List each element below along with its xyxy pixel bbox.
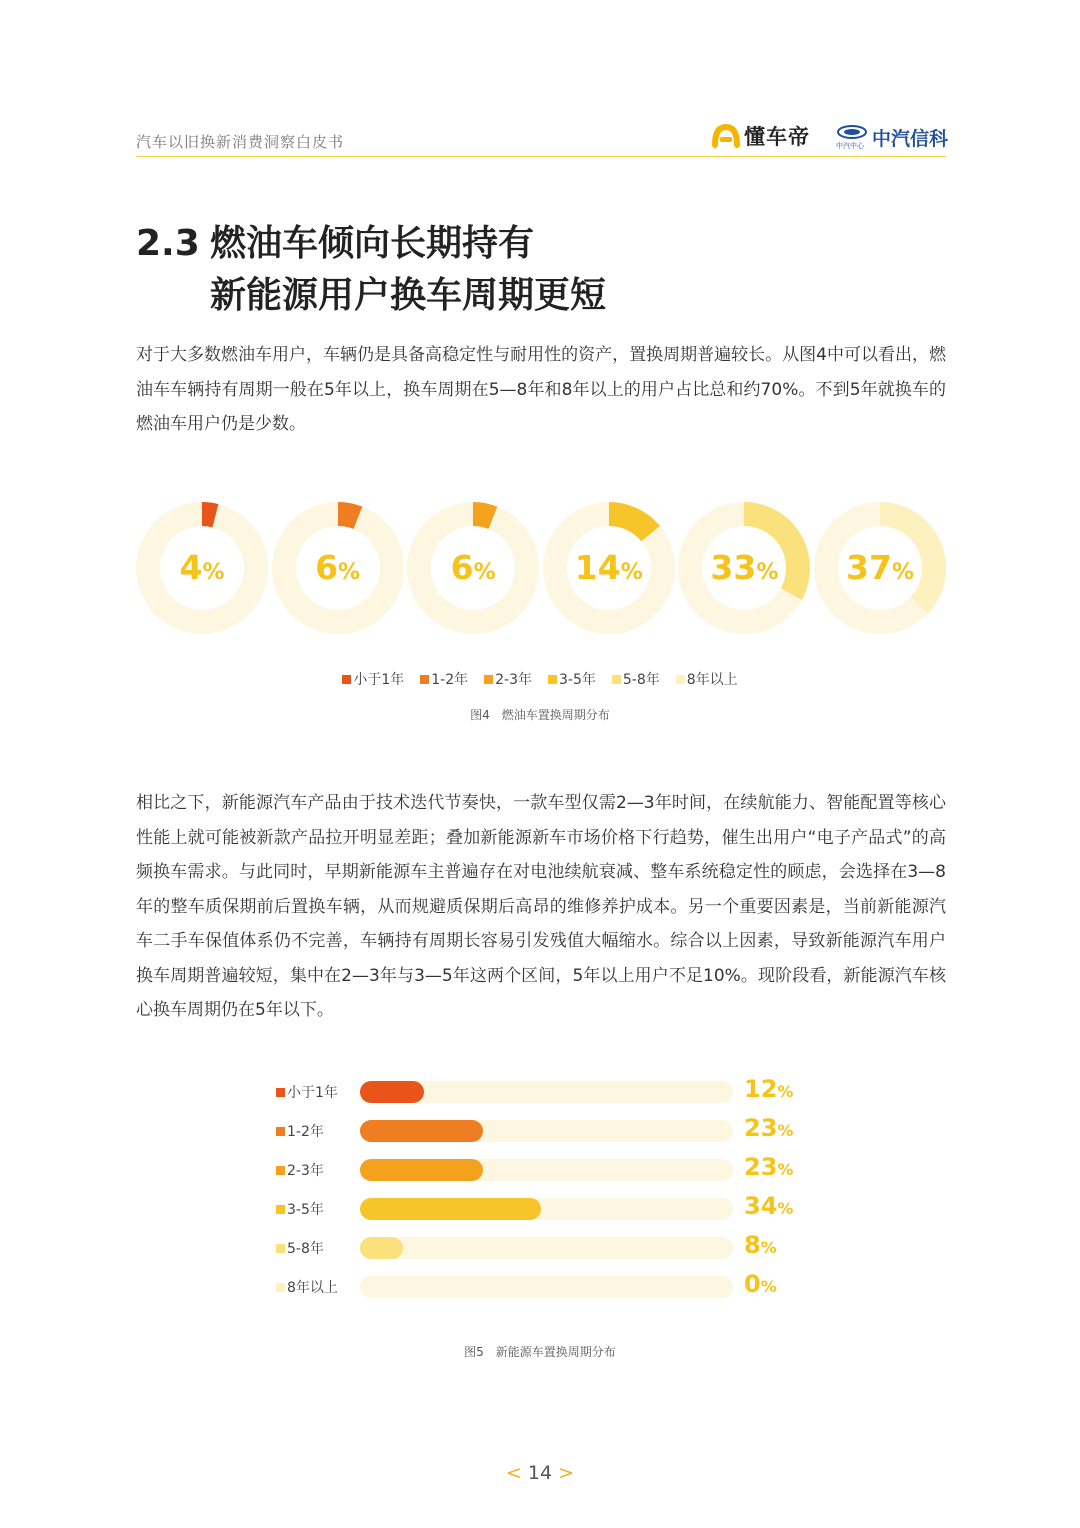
legend-swatch	[420, 675, 429, 684]
bar-fill-5-8年	[360, 1237, 403, 1259]
bar-category-text: 小于1年	[287, 1085, 338, 1101]
bar-row	[276, 1233, 816, 1263]
legend-item	[676, 669, 738, 689]
figure-4-caption: 图4 燃油车置换周期分布	[470, 708, 610, 722]
bar-legend-swatch	[276, 1283, 285, 1292]
bar-value-label: 0%	[744, 1270, 777, 1298]
dongchedi-logo-icon	[712, 123, 740, 149]
legend-swatch	[484, 675, 493, 684]
bar-legend-swatch	[276, 1127, 285, 1136]
bar-category-text: 3-5年	[287, 1202, 324, 1218]
bar-value-label: 23%	[744, 1153, 794, 1181]
page-number	[0, 1462, 1080, 1484]
legend-item	[420, 669, 468, 689]
section-title	[136, 218, 606, 322]
section-number: 2.3	[136, 223, 200, 264]
catarc-logo	[836, 122, 948, 152]
donut-value-label: 4%	[179, 548, 225, 587]
donut-value-label: 6%	[315, 548, 361, 587]
fuel-car-donut-chart	[136, 502, 946, 634]
legend-item	[342, 669, 404, 689]
donut-2	[272, 502, 404, 634]
bar-track	[360, 1237, 733, 1259]
section-title-line2: 新能源用户换车周期更短	[210, 275, 607, 316]
bar-category-label	[276, 1238, 324, 1258]
catarc-logo-icon	[836, 124, 868, 150]
bar-value-label: 23%	[744, 1114, 794, 1142]
bar-value-label: 8%	[744, 1231, 777, 1259]
legend-swatch	[342, 675, 351, 684]
next-page-chevron-icon: >	[558, 1462, 575, 1484]
donut-1	[136, 502, 268, 634]
donut-4	[543, 502, 675, 634]
header-title: 汽车以旧换新消费洞察白皮书	[136, 133, 345, 151]
bar-legend-swatch	[276, 1205, 285, 1214]
figure-5-caption: 图5 新能源车置换周期分布	[464, 1345, 616, 1359]
legend-swatch	[548, 675, 557, 684]
bar-row	[276, 1272, 816, 1302]
legend-label: 2-3年	[495, 672, 532, 688]
bar-category-text: 1-2年	[287, 1124, 324, 1140]
donut-5	[678, 502, 810, 634]
bar-value-label: 34%	[744, 1192, 794, 1220]
bar-category-label	[276, 1277, 338, 1297]
bar-legend-swatch	[276, 1166, 285, 1175]
bar-row	[276, 1077, 816, 1107]
legend-label: 3-5年	[559, 672, 596, 688]
header-divider	[136, 156, 946, 157]
donut-3	[407, 502, 539, 634]
catarc-logo-text: 中汽信科	[872, 127, 949, 150]
body-paragraph-1: 对于大多数燃油车用户，车辆仍是具备高稳定性与耐用性的资产，置换周期普遍较长。从图4中可以看出，燃油车车辆持有周期一般在5年以上，换车周期在5—8年和8年以上的用户占比总和约70%。不到5年就换车的燃油车用户仍是少数。	[136, 345, 946, 434]
legend-item	[548, 669, 596, 689]
fuel-car-chart-legend	[0, 669, 1080, 689]
legend-swatch	[612, 675, 621, 684]
donut-6	[814, 502, 946, 634]
legend-item	[484, 669, 532, 689]
donut-value-label: 6%	[450, 548, 496, 587]
bar-row	[276, 1155, 816, 1185]
section-title-line1: 燃油车倾向长期持有	[210, 223, 535, 264]
body-paragraph-2: 相比之下，新能源汽车产品由于技术迭代节奏快，一款车型仅需2—3年时间，在续航能力、智能配置等核心性能上就可能被新款产品拉开明显差距；叠加新能源新车市场价格下行趋势，催生出用户“电子产品式”的高频换车需求。与此同时，早期新能源车主普遍存在对电池续航衰减、整车系统稳定性的顾虑，会选择在3—8年的整车质保期前后置换车辆，从而规避质保期后高昂的维修养护成本。另一个重要因素是，当前新能源汽车二手车保值体系仍不完善，车辆持有周期长容易引发残值大幅缩水。综合以上因素，导致新能源汽车用户换车周期普遍较短，集中在2—3年与3—5年这两个区间，5年以上用户不足10%。现阶段看，新能源汽车核心换车周期仍在5年以下。	[136, 793, 946, 1020]
page-number-value: 14	[527, 1462, 553, 1484]
bar-category-text: 5-8年	[287, 1241, 324, 1257]
bar-legend-swatch	[276, 1244, 285, 1253]
legend-label: 小于1年	[353, 672, 405, 688]
bar-category-label	[276, 1082, 338, 1102]
bar-fill-2-3年	[360, 1159, 483, 1181]
prev-page-chevron-icon: <	[505, 1462, 522, 1484]
legend-label: 5-8年	[622, 672, 660, 688]
legend-swatch	[676, 675, 685, 684]
donut-value-label: 37%	[846, 548, 914, 587]
bar-track	[360, 1276, 733, 1298]
bar-category-text: 2-3年	[287, 1163, 324, 1179]
bar-fill-3-5年	[360, 1198, 541, 1220]
donut-value-label: 14%	[574, 548, 643, 587]
bar-category-label	[276, 1160, 324, 1180]
bar-fill-1-2年	[360, 1120, 483, 1142]
bar-row	[276, 1194, 816, 1224]
bar-legend-swatch	[276, 1088, 285, 1097]
legend-label: 1-2年	[431, 672, 469, 688]
dongchedi-logo-text: 懂车帝	[744, 125, 810, 149]
bar-value-label: 12%	[744, 1075, 794, 1103]
bar-fill-小于1年	[360, 1081, 424, 1103]
dongchedi-logo	[712, 122, 810, 150]
donut-value-label: 33%	[710, 548, 779, 587]
legend-label: 8年以上	[686, 672, 738, 688]
bar-category-label	[276, 1199, 324, 1219]
legend-item	[612, 669, 660, 689]
catarc-logo-small-text: 中汽中心	[836, 142, 864, 150]
bar-category-label	[276, 1121, 324, 1141]
bar-row	[276, 1116, 816, 1146]
bar-category-text: 8年以上	[287, 1280, 338, 1296]
